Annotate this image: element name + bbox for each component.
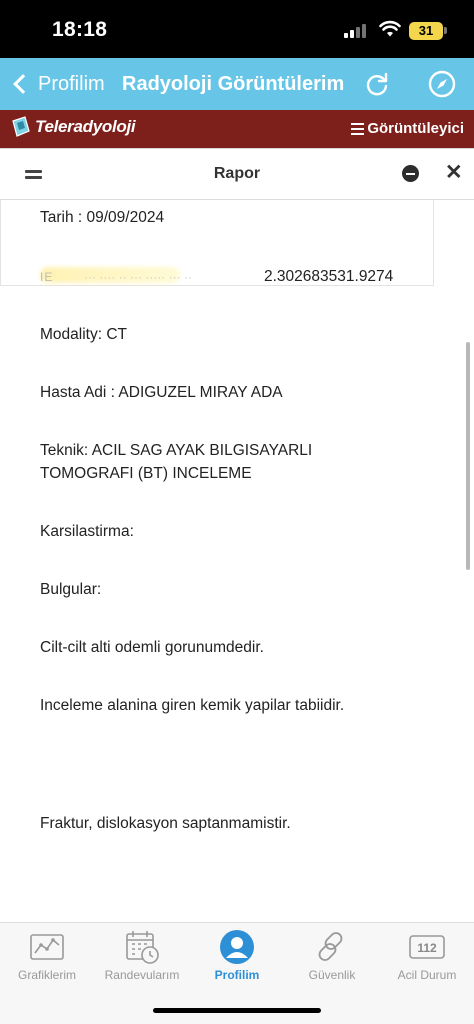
scrollbar[interactable]: [466, 342, 470, 570]
tab-label: Randevularım: [104, 968, 180, 982]
report-date: Tarih : 09/09/2024: [40, 209, 165, 226]
report-comparison: Karsilastirma:: [40, 523, 134, 540]
teleradyoloji-logo-icon: [10, 115, 32, 139]
report-technique-line-2: TOMOGRAFI (BT) INCELEME: [40, 465, 252, 482]
viewer-button[interactable]: [349, 110, 464, 148]
tab-grafiklerim[interactable]: [0, 923, 94, 993]
list-icon: [349, 123, 364, 135]
report-findings-heading: Bulgular:: [40, 581, 102, 598]
panel-title: Rapor: [213, 165, 261, 182]
viewer-label: Görüntüleyici: [367, 120, 464, 137]
report-id-suffix: 2.302683531.9274: [264, 268, 394, 285]
status-bar: [0, 0, 474, 58]
brand-logo-text: Teleradyoloji: [35, 117, 136, 136]
status-time: 18:18: [52, 18, 108, 41]
brand-logo: [10, 115, 135, 139]
report-finding-1: Cilt-cilt alti odemli gorunumdedir.: [40, 639, 264, 656]
report-technique-line-1: Teknik: ACIL SAG AYAK BILGISAYARLI: [40, 442, 313, 459]
tab-profilim[interactable]: [190, 923, 284, 993]
tab-guvenlik[interactable]: [285, 923, 379, 993]
nav-bar: [0, 58, 474, 110]
tab-label: Acil Durum: [397, 968, 457, 982]
battery-tip: [444, 27, 447, 34]
report-finding-3: Fraktur, dislokasyon saptanmamistir.: [40, 815, 291, 832]
tab-randevularim[interactable]: [95, 923, 189, 993]
battery-indicator: 31: [409, 22, 443, 40]
report-id-fragment-1: IE: [40, 270, 54, 284]
emergency-badge-text: 112: [417, 941, 437, 955]
link-icon: [314, 929, 350, 965]
home-indicator[interactable]: [153, 1008, 321, 1013]
tab-label: Grafiklerim: [17, 968, 76, 982]
tab-acil-durum[interactable]: [380, 923, 474, 993]
refresh-icon[interactable]: [362, 69, 392, 99]
chevron-left-icon: [13, 74, 33, 94]
back-label: Profilim: [38, 72, 105, 95]
signal-icon: [344, 24, 370, 38]
brand-bar: [0, 110, 474, 148]
minimize-button[interactable]: [402, 165, 419, 182]
back-button[interactable]: [10, 58, 105, 110]
calendar-clock-icon: [124, 929, 160, 965]
page-title: Radyoloji Görüntülerim: [122, 73, 345, 95]
report-panel-header: [0, 148, 474, 200]
chart-icon: [29, 929, 65, 965]
report-id-fragment-2: ··· ···· ·· ··· ····· ··· ··: [84, 270, 192, 284]
report-finding-2: Inceleme alanina giren kemik yapilar tabiidir.: [40, 697, 345, 714]
user-icon: [219, 929, 255, 965]
emergency-112-icon: [409, 929, 445, 965]
tab-label: Profilim: [214, 968, 260, 982]
report-modality: Modality: CT: [40, 326, 127, 343]
wifi-icon: [379, 20, 401, 38]
compass-icon[interactable]: [427, 69, 457, 99]
report-patient: Hasta Adi : ADIGUZEL MIRAY ADA: [40, 384, 283, 401]
tab-label: Güvenlik: [308, 968, 356, 982]
close-button[interactable]: ✕: [445, 161, 463, 184]
